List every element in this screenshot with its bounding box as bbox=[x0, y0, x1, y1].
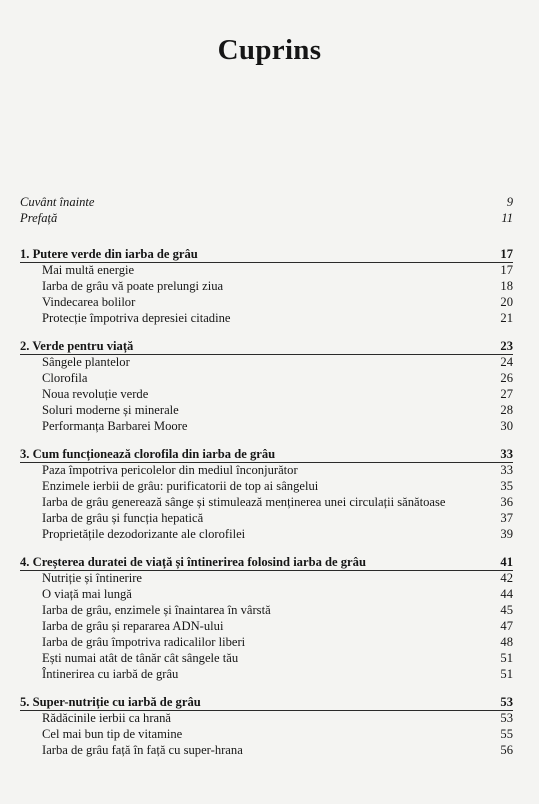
toc-entry-label: Vindecarea bolilor bbox=[42, 295, 136, 309]
page-title: Cuprins bbox=[217, 34, 322, 66]
toc-entry-label: Performanța Barbarei Moore bbox=[42, 419, 188, 433]
chapter-page: 53 bbox=[500, 695, 513, 709]
toc-entry-page: 28 bbox=[500, 403, 513, 417]
toc-entry-label: Enzimele ierbii de grâu: purificatorii de top ai sângelui bbox=[42, 479, 319, 493]
toc-entry-label: Iarba de grâu și funcția hepatică bbox=[42, 511, 204, 525]
chapter-title: 1. Putere verde din iarba de grâu bbox=[20, 247, 198, 261]
toc-entry[interactable] bbox=[20, 618, 513, 634]
toc-entry[interactable] bbox=[20, 666, 513, 682]
toc-entry-page: 9 bbox=[506, 195, 513, 209]
toc-entry-page: 33 bbox=[500, 463, 513, 477]
toc-entry-page: 37 bbox=[500, 511, 513, 525]
toc-entry-page: 27 bbox=[500, 387, 513, 401]
toc-entry-label: Iarba de grâu față în față cu super-hrana bbox=[42, 743, 243, 757]
toc-entry-label: Mai multă energie bbox=[42, 263, 135, 277]
toc-entry-label: Ești numai atât de tânăr cât sângele tău bbox=[42, 651, 239, 665]
toc-chapter[interactable] bbox=[20, 554, 513, 570]
toc-entry-page: 24 bbox=[500, 355, 513, 369]
chapter-title: 3. Cum funcționează clorofila din iarba de grâu bbox=[20, 447, 276, 461]
toc-entry[interactable] bbox=[20, 602, 513, 618]
chapter-title: 2. Verde pentru viață bbox=[20, 339, 134, 353]
toc-entry-page: 51 bbox=[500, 667, 513, 681]
toc-entry-foreword[interactable] bbox=[20, 194, 513, 210]
toc-entry-preface[interactable] bbox=[20, 210, 513, 226]
toc-entry-label: Iarba de grâu, enzimele și înaintarea în vârstă bbox=[42, 603, 271, 617]
toc-entry[interactable] bbox=[20, 386, 513, 402]
toc-entry[interactable] bbox=[20, 510, 513, 526]
toc-entry-label: Întinerirea cu iarbă de grâu bbox=[42, 667, 179, 681]
toc-entry-label: Nutriție și întinerire bbox=[42, 571, 143, 585]
toc-chapter[interactable] bbox=[20, 694, 513, 710]
chapter-page: 33 bbox=[500, 447, 513, 461]
toc-entry[interactable] bbox=[20, 354, 513, 370]
toc-entry[interactable] bbox=[20, 278, 513, 294]
chapter-page: 23 bbox=[500, 339, 513, 353]
toc-entry-page: 56 bbox=[500, 743, 513, 757]
toc-entry-label: Paza împotriva pericolelor din mediul înconjurător bbox=[42, 463, 298, 477]
table-of-contents bbox=[20, 194, 513, 758]
toc-entry-page: 30 bbox=[500, 419, 513, 433]
toc-entry-label: Iarba de grâu împotriva radicalilor liberi bbox=[42, 635, 246, 649]
toc-entry[interactable] bbox=[20, 634, 513, 650]
toc-entry-page: 55 bbox=[500, 727, 513, 741]
toc-entry[interactable] bbox=[20, 650, 513, 666]
toc-entry[interactable] bbox=[20, 370, 513, 386]
chapter-title: 4. Creșterea duratei de viață și întinerirea folosind iarba de grâu bbox=[20, 555, 366, 569]
toc-entry-label: Prefață bbox=[20, 211, 58, 225]
toc-entry-page: 21 bbox=[500, 311, 513, 325]
toc-entry-label: Iarba de grâu generează sânge și stimulează menținerea unei circulații sănătoase bbox=[42, 495, 446, 509]
chapter-page: 17 bbox=[500, 247, 513, 261]
toc-entry[interactable] bbox=[20, 494, 513, 510]
toc-entry-label: Iarba de grâu vă poate prelungi ziua bbox=[42, 279, 224, 293]
toc-entry-label: Cel mai bun tip de vitamine bbox=[42, 727, 183, 741]
toc-entry[interactable] bbox=[20, 294, 513, 310]
toc-entry-page: 11 bbox=[501, 211, 513, 225]
toc-entry[interactable] bbox=[20, 726, 513, 742]
toc-entry-label: Iarba de grâu și repararea ADN-ului bbox=[42, 619, 224, 633]
chapter-page: 41 bbox=[500, 555, 513, 569]
toc-entry-label: Cuvânt înainte bbox=[20, 195, 95, 209]
toc-entry-page: 20 bbox=[500, 295, 513, 309]
toc-chapter[interactable] bbox=[20, 446, 513, 462]
toc-entry-page: 42 bbox=[500, 571, 513, 585]
toc-entry[interactable] bbox=[20, 586, 513, 602]
toc-entry-page: 36 bbox=[500, 495, 513, 509]
toc-entry-label: Rădăcinile ierbii ca hrană bbox=[42, 711, 172, 725]
toc-entry-label: Protecție împotriva depresiei citadine bbox=[42, 311, 231, 325]
toc-entry[interactable] bbox=[20, 710, 513, 726]
toc-entry-page: 18 bbox=[500, 279, 513, 293]
toc-entry[interactable] bbox=[20, 310, 513, 326]
toc-entry-page: 47 bbox=[500, 619, 513, 633]
toc-entry-label: Noua revoluție verde bbox=[42, 387, 149, 401]
toc-entry-label: Sângele plantelor bbox=[42, 355, 130, 369]
toc-entry-page: 48 bbox=[500, 635, 513, 649]
toc-entry[interactable] bbox=[20, 526, 513, 542]
toc-entry[interactable] bbox=[20, 570, 513, 586]
toc-entry-page: 26 bbox=[500, 371, 513, 385]
toc-entry-label: Soluri moderne și minerale bbox=[42, 403, 179, 417]
toc-entry[interactable] bbox=[20, 402, 513, 418]
toc-entry-page: 45 bbox=[500, 603, 513, 617]
chapter-title: 5. Super-nutriție cu iarbă de grâu bbox=[20, 695, 201, 709]
toc-chapter[interactable] bbox=[20, 246, 513, 262]
toc-chapter[interactable] bbox=[20, 338, 513, 354]
toc-entry-page: 17 bbox=[500, 263, 513, 277]
toc-entry[interactable] bbox=[20, 418, 513, 434]
toc-entry[interactable] bbox=[20, 262, 513, 278]
toc-entry-page: 53 bbox=[500, 711, 513, 725]
toc-entry-page: 51 bbox=[500, 651, 513, 665]
toc-entry-label: Clorofila bbox=[42, 371, 88, 385]
toc-entry[interactable] bbox=[20, 742, 513, 758]
toc-entry-page: 35 bbox=[500, 479, 513, 493]
toc-entry[interactable] bbox=[20, 462, 513, 478]
toc-entry-label: Proprietățile dezodorizante ale clorofilei bbox=[42, 527, 246, 541]
toc-entry-label: O viață mai lungă bbox=[42, 587, 132, 601]
toc-entry-page: 39 bbox=[500, 527, 513, 541]
toc-entry[interactable] bbox=[20, 478, 513, 494]
toc-entry-page: 44 bbox=[500, 587, 513, 601]
